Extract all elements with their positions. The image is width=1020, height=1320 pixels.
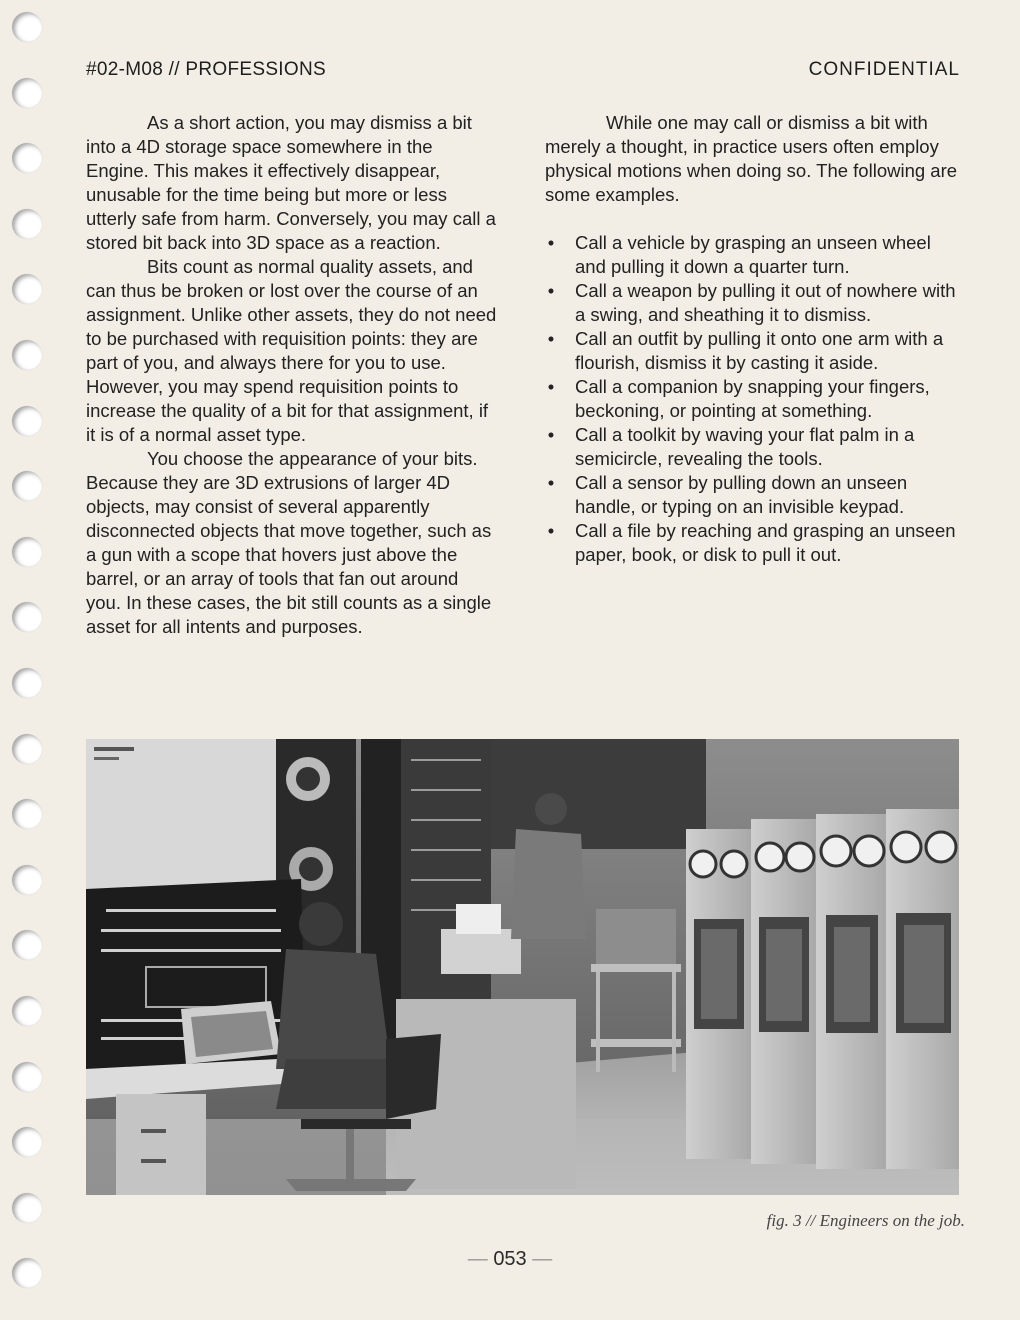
bullet-icon: • [547, 328, 555, 349]
list-item [545, 279, 963, 327]
list-item-text: Call a sensor by pulling down an unseen handle, or typing on an invisible keypad. [575, 472, 908, 517]
right-column [545, 111, 963, 567]
binder-hole-icon [12, 1127, 42, 1157]
binder-hole-icon [12, 143, 42, 173]
bullet-icon: • [547, 424, 555, 445]
list-item-text: Call a file by reaching and grasping an unseen paper, book, or disk to pull it out. [575, 520, 956, 565]
binder-hole-icon [12, 996, 42, 1026]
binder-hole-icon [12, 799, 42, 829]
binder-hole-icon [12, 209, 42, 239]
binder-hole-icon [12, 734, 42, 764]
binder-hole-icon [12, 12, 42, 42]
left-column [86, 111, 498, 639]
bullet-icon: • [547, 520, 555, 541]
page-number [0, 1248, 1020, 1271]
bullet-icon: • [547, 472, 555, 493]
intro-paragraph: While one may call or dismiss a bit with merely a thought, in practice users often employ physical motions when doing so. The following are some examples. [545, 112, 958, 205]
list-item-text: Call a vehicle by grasping an unseen wheel and pulling it down a quarter turn. [575, 232, 931, 277]
list-item-text: Call a weapon by pulling it out of nowhere with a swing, and sheathing it to dismiss. [575, 280, 956, 325]
paragraph: Bits count as normal quality assets, and can thus be broken or lost over the course of an assignment. Unlike other assets, they do not need to be purchased with requisition points: they are part of you, and always there for you to use. However, you may spend requisition points to increase the quality of a bit for that assignment, if it is of a normal asset type. [86, 256, 497, 445]
engineers-photo [86, 739, 959, 1195]
binder-hole-icon [12, 668, 42, 698]
binder-hole-icon [12, 78, 42, 108]
binder-hole-icon [12, 340, 42, 370]
paragraph: You choose the appearance of your bits. Because they are 3D extrusions of larger 4D objects, may consist of several apparently disconnected objects that move together, such as a gun with a scope that hovers just above the barrel, or an array of tools that fan out around you. In these cases, the bit still counts as a single asset for all intents and purposes. [86, 448, 492, 637]
binder-hole-icon [12, 865, 42, 895]
list-item-text: Call a toolkit by waving your flat palm in a semicircle, revealing the tools. [575, 424, 915, 469]
classification-label: CONFIDENTIAL [808, 59, 960, 80]
binder-hole-icon [12, 930, 42, 960]
bullet-icon: • [547, 376, 555, 397]
bullet-icon: • [547, 280, 555, 301]
binder-hole-icon [12, 274, 42, 304]
section-code: #02-M08 // PROFESSIONS [86, 59, 326, 80]
page-number-value: 053 [493, 1248, 527, 1270]
paragraph: As a short action, you may dismiss a bit into a 4D storage space somewhere in the Engine. This makes it effectively disappear, unusable for the time being but more or less utterly safe from harm. Conversely, you may call a stored bit back into 3D space as a reaction. [86, 112, 496, 253]
list-item [545, 327, 963, 375]
figure-caption: fig. 3 // Engineers on the job. [766, 1211, 965, 1230]
list-item-text: Call an outfit by pulling it onto one arm with a flourish, dismiss it by casting it aside. [575, 328, 944, 373]
binder-hole-icon [12, 471, 42, 501]
bullet-icon: • [547, 232, 555, 253]
binder-hole-icon [12, 602, 42, 632]
binder-hole-icon [12, 1193, 42, 1223]
binder-holes [0, 0, 60, 1320]
dash-left: — [467, 1248, 488, 1270]
list-item [545, 231, 963, 279]
list-item [545, 471, 963, 519]
binder-hole-icon [12, 406, 42, 436]
dash-right: — [532, 1248, 553, 1270]
bullet-list [545, 231, 963, 567]
list-item-text: Call a companion by snapping your fingers, beckoning, or pointing at something. [575, 376, 930, 421]
binder-hole-icon [12, 1062, 42, 1092]
list-item [545, 423, 963, 471]
list-item [545, 519, 963, 567]
list-item [545, 375, 963, 423]
binder-hole-icon [12, 537, 42, 567]
